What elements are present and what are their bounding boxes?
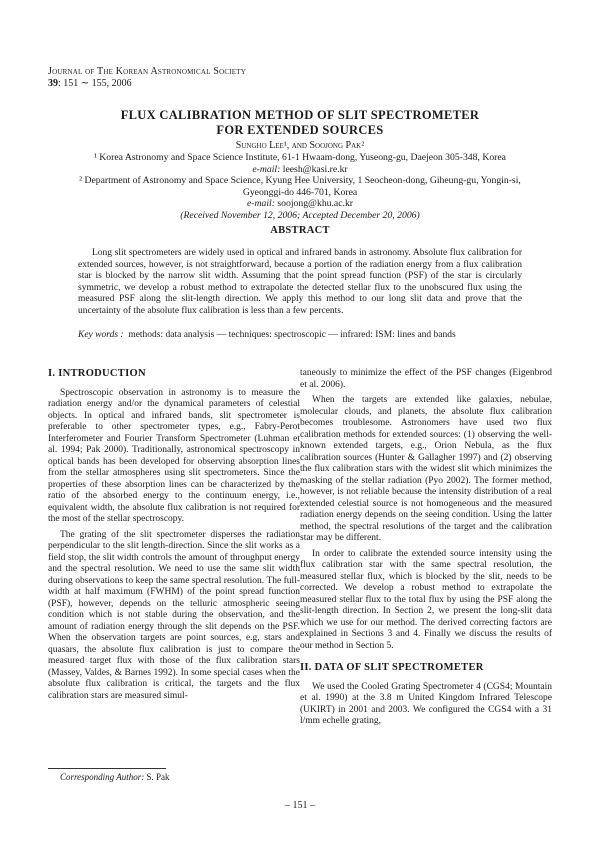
journal-volume-line — [48, 78, 246, 90]
title-line-1: FLUX CALIBRATION METHOD OF SLIT SPECTROMETER — [120, 108, 480, 122]
affiliation-2-line-2: Gyeonggi-do 446-701, Korea — [242, 186, 358, 198]
corresponding-label: Corresponding Author: — [60, 772, 145, 782]
email-1-line — [40, 164, 560, 176]
keywords-text: methods: data analysis — techniques: spectroscopic — infrared: ISM: lines and bands — [128, 330, 456, 340]
affiliation-2-line-1: ² Department of Astronomy and Space Science, Kyung Hee University, 1 Seocheon-dong, Giheung-gu, Yongin-si, — [79, 175, 521, 187]
intro-paragraph-3: When the targets are extended like galaxies, nebulae, molecular clouds, and planets, the absolute flux calibration becomes troublesome. Astronomers have used two flux calibration methods for extended sources: (1) observing the well-known extended targets, e.g., Orion Nebula, as the flux calibration sources (Hunter & Gallagher 1997) and (2) observing the flux calibration stars with the widest slit which minimizes the masking of the stellar radiation (Pyo 2002). The former method, however, is not reliable because the intensity distribution of a real extended celestial source is not homogeneous and the measured radiation energy depends on the seeing condition. Using the latter method, the spectral resolutions of the target and the calibration star may be different. — [300, 395, 552, 543]
intro-paragraph-2: The grating of the slit spectrometer disperses the radiation perpendicular to the slit length-direction. Since the slit works as a field stop, the slit width controls the amount of throughput energy and the spectral resolution. We need to use the same slit width during observations to keep the same spectral resolution. The full-width at half maximum (FWHM) of the point spread function (PSF), however, depends on the telluric atmospheric seeing condition which is not stable during the observation, and the amount of radiation energy through the slit depends on the PSF. When the observation targets are point sources, e.g, stars and quasars, the absolute flux calibration is just to compare the measured target flux with those of the flux calibration stars (Massey, Valdes, & Barnes 1992). In some special cases when the absolute flux calibration is critical, the targets and the flux calibration stars are measured simul- — [48, 529, 300, 701]
section-1-heading: I. INTRODUCTION — [48, 368, 146, 379]
email-1: leesh@kasi.re.kr — [282, 163, 348, 175]
authors: Sungho Lee¹, and Soojong Pak² — [235, 140, 365, 151]
journal-volume: 39 — [48, 78, 58, 89]
left-column — [48, 368, 300, 706]
paper-title — [40, 108, 560, 138]
received-dates: (Received November 12, 2006; Accepted December 20, 2006) — [180, 209, 420, 221]
email-2-label: e-mail: — [246, 198, 275, 210]
corresponding-name: S. Pak — [146, 772, 170, 782]
abstract-text: Long slit spectrometers are widely used in optical and infrared bands in astronomy. Absolute flux calibration for extended sources, however, is not straightforward, because a portion of the radiation energy from a flux calibration star is blocked by the narrow slit width. Assuming that the point spread function (PSF) of the star is circularly symmetric, we develop a robust method to extrapolate the detected stellar flux to the unobscured flux using the measured PSF along the slit-length direction. We apply this method to our long slit data and prove that the uncertainty of the absolute flux calibration is less than a few percents. — [78, 248, 522, 316]
intro-paragraph-1: Spectroscopic observation in astronomy is to measure the radiation energy and/or the dynamical parameters of celestial objects. In optical and infrared bands, slit spectrometer is preferable to other spectrometer types, e.g., Fabry-Perot Interferometer and Fourier Transform Spectrometer (Luhman et al. 1994; Pak 2000). Traditionally, astronomical spectroscopy in optical bands has been developed for observing absorption lines from the stellar atmospheres using slit spectrometers. Since the properties of these absorption lines can be characterized by the ratio of the absorbed energy to the continuum energy, i.e., equivalent width, the absolute flux calibration is not required for the most of the stellar spectroscopy. — [48, 387, 300, 524]
journal-name: Journal of The Korean Astronomical Society — [48, 66, 246, 77]
keywords-label: Key words : — [78, 330, 124, 340]
email-2: soojong@khu.ac.kr — [277, 198, 354, 210]
journal-header — [48, 66, 246, 90]
email-2-line — [40, 198, 560, 210]
affiliations — [40, 152, 560, 222]
title-line-2: FOR EXTENDED SOURCES — [216, 123, 384, 137]
keywords — [78, 330, 522, 342]
intro-paragraph-continued: taneously to minimize the effect of the PSF changes (Eigenbrod et al. 2006). — [300, 368, 552, 390]
email-1-label: e-mail: — [252, 163, 281, 175]
page-number: – 151 – — [285, 800, 315, 811]
intro-paragraph-4: In order to calibrate the extended source intensity using the flux calibration star with the same spectral resolution, the measured stellar flux, which is blocked by the slit, needs to be corrected. We develop a robust method to extrapolate the measured stellar flux to the total flux by using the PSF along the slit-length direction. In Section 2, we present the long-slit data which we use for our method. The derived correcting factors are explained in Sections 3 and 4. Finally we discuss the results of our method in Section 5. — [300, 548, 552, 651]
data-paragraph-1: We used the Cooled Grating Spectrometer 4 (CGS4; Mountain et al. 1990) at the 3.8 m United Kingdom Infrared Telescope (UKIRT) in 2001 and 2003. We configured the CGS4 with a 31 l/mm echelle grating, — [300, 681, 552, 726]
section-2-heading: II. DATA OF SLIT SPECTROMETER — [300, 662, 484, 673]
abstract-heading: ABSTRACT — [270, 225, 330, 236]
footnote-rule — [48, 768, 166, 769]
right-column — [300, 368, 552, 732]
affiliation-1: ¹ Korea Astronomy and Space Science Institute, 61-1 Hwaam-dong, Yuseong-gu, Daejeon 305-348, Korea — [93, 152, 506, 163]
corresponding-author — [60, 772, 170, 782]
journal-pages: : 151 ∼ 155, 2006 — [58, 78, 132, 89]
